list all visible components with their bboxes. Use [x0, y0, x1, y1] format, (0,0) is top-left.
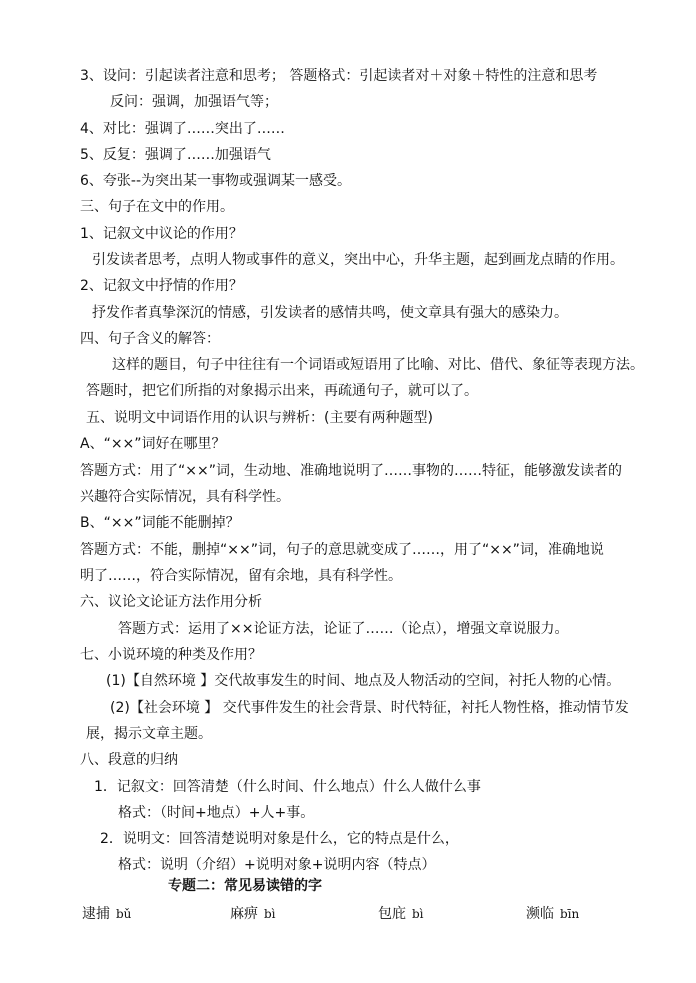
text-line: 反问：强调，加强语气等；	[110, 94, 278, 110]
text-line: 展，揭示文章主题。	[86, 726, 212, 742]
vocab-item	[82, 904, 131, 924]
vocab-item	[526, 904, 579, 924]
vocab-word: 包庇	[378, 906, 406, 922]
topic-heading: 专题二：常见易读错的字	[168, 878, 322, 894]
text-line: 5、反复：强调了……加强语气	[80, 147, 271, 163]
section-heading: 四、句子含义的解答：	[80, 331, 220, 347]
text-line: 引发读者思考，点明人物或事件的意义，突出中心，升华主题，起到画龙点睛的作用。	[92, 252, 624, 268]
text-line: 2、记叙文中抒情的作用？	[80, 278, 243, 294]
text-line: 兴趣符合实际情况，具有科学性。	[80, 489, 290, 505]
text-line: 1、记叙文中议论的作用？	[80, 226, 243, 242]
vocab-item	[378, 904, 424, 924]
text-line: B、“××”词能不能删掉？	[80, 515, 240, 531]
vocab-pinyin: bì	[412, 907, 424, 921]
text-line: 答题方式：不能，删掉“××”词，句子的意思就变成了……，用了“××”词，准确地说	[80, 542, 604, 558]
text-line: 3、设问：引起读者注意和思考； 答题格式：引起读者对＋对象＋特性的注意和思考	[80, 68, 598, 84]
section-heading: 八、段意的归纳	[80, 752, 178, 768]
text-line: (2)【社会环境 】 交代事件发生的社会背景、时代特征，衬托人物性格，推动情节发	[110, 700, 629, 716]
text-line: 答题方式：用了“××”词，生动地、准确地说明了……事物的……特征，能够激发读者的	[80, 463, 622, 479]
text-line: 明了……，符合实际情况，留有余地，具有科学性。	[80, 568, 402, 584]
section-heading: 三、句子在文中的作用。	[80, 199, 234, 215]
text-line: 6、夸张--为突出某一事物或强调某一感受。	[80, 173, 352, 189]
section-heading: 六、议论文论证方法作用分析	[80, 594, 262, 610]
section-heading: 五、说明文中词语作用的认识与辨析：(主要有两种题型)	[86, 410, 433, 426]
text-line: A、“××”词好在哪里？	[80, 436, 226, 452]
text-line: (1)【自然环境 】交代故事发生的时间、地点及人物活动的空间，衬托人物的心情。	[106, 673, 621, 689]
text-line: 格式：说明（介绍）+说明对象+说明内容（特点）	[118, 857, 436, 873]
text-line: 答题方式：运用了××论证方法，论证了……（论点），增强文章说服力。	[118, 621, 569, 637]
section-heading: 七、小说环境的种类及作用？	[80, 647, 262, 663]
vocab-pinyin: bì	[264, 907, 276, 921]
text-line: 抒发作者真挚深沉的情感，引发读者的感情共鸣，使文章具有强大的感染力。	[92, 305, 568, 321]
vocab-word: 麻痹	[230, 906, 258, 922]
text-line: 4、对比：强调了……突出了……	[80, 121, 285, 137]
text-line: 1．记叙文：回答清楚（什么时间、什么地点）什么人做什么事	[94, 779, 481, 795]
text-line: 这样的题目，句子中往往有一个词语或短语用了比喻、对比、借代、象征等表现方法。	[112, 357, 644, 373]
vocab-word: 濒临	[526, 906, 554, 922]
text-line: 2．说明文：回答清楚说明对象是什么，它的特点是什么，	[100, 831, 459, 847]
vocab-word: 逮捕	[82, 906, 110, 922]
vocab-item	[230, 904, 276, 924]
vocab-pinyin: bǔ	[116, 907, 132, 921]
text-line: 答题时，把它们所指的对象揭示出来，再疏通句子，就可以了。	[86, 383, 478, 399]
text-line: 格式：（时间+地点）+人+事。	[118, 805, 315, 821]
vocab-pinyin: bīn	[560, 907, 580, 921]
